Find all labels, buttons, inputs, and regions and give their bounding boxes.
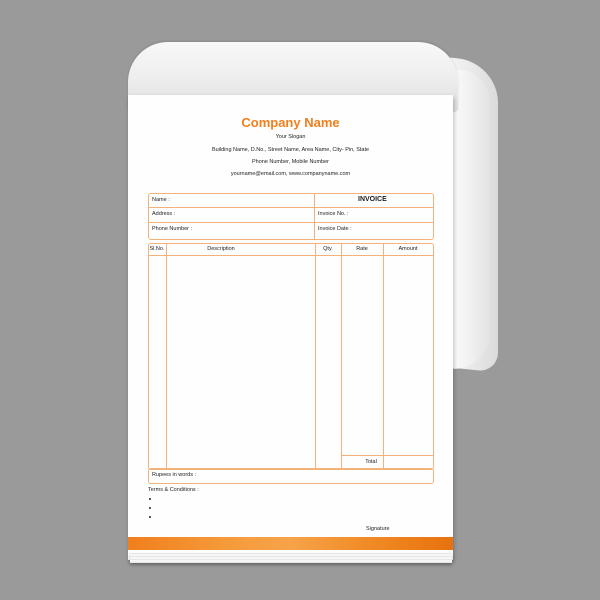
column-header-slno: Sl.No. (149, 246, 165, 252)
invoice-date-label: Invoice Date : (318, 226, 352, 232)
company-address: Building Name, D.No., Street Name, Area Name, City- Pin, State (211, 147, 370, 153)
table-col-divider (341, 243, 342, 469)
terms-bullet (149, 498, 151, 500)
pad-page-stack (130, 553, 452, 563)
info-col-divider (314, 193, 315, 239)
terms-bullet (149, 507, 151, 509)
table-col-divider (383, 243, 384, 469)
total-row-divider (341, 455, 434, 456)
table-col-divider (315, 243, 316, 469)
total-label: Total (365, 459, 377, 465)
customer-info-box (148, 193, 434, 240)
company-phone: Phone Number, Mobile Number (251, 159, 330, 165)
company-name: Company Name (241, 115, 340, 130)
rupees-in-words-label: Rupees in words : (152, 472, 197, 478)
column-header-rate: Rate (356, 246, 368, 252)
name-label: Name : (152, 197, 170, 203)
info-row-divider (148, 207, 434, 208)
signature-label: Signature (366, 526, 390, 532)
invoice-number-label: Invoice No. : (318, 211, 349, 217)
items-table (148, 243, 434, 470)
table-header-divider (148, 255, 434, 256)
company-email-web: yourname@email.com, www.companyname.com (230, 171, 351, 177)
column-header-description: Description (207, 246, 235, 252)
phone-number-label: Phone Number : (152, 226, 193, 232)
company-slogan: Your Slogan (275, 134, 306, 140)
invoice-sheet (128, 95, 453, 560)
address-label: Address : (152, 211, 176, 217)
invoice-title: INVOICE (358, 196, 387, 203)
info-row-divider (148, 222, 434, 223)
footer-accent-bar (128, 537, 453, 550)
table-col-divider (166, 243, 167, 469)
terms-label: Terms & Conditions : (148, 487, 199, 493)
terms-bullet (149, 516, 151, 518)
column-header-amount: Amount (398, 246, 418, 252)
column-header-qty: Qty. (323, 246, 333, 252)
